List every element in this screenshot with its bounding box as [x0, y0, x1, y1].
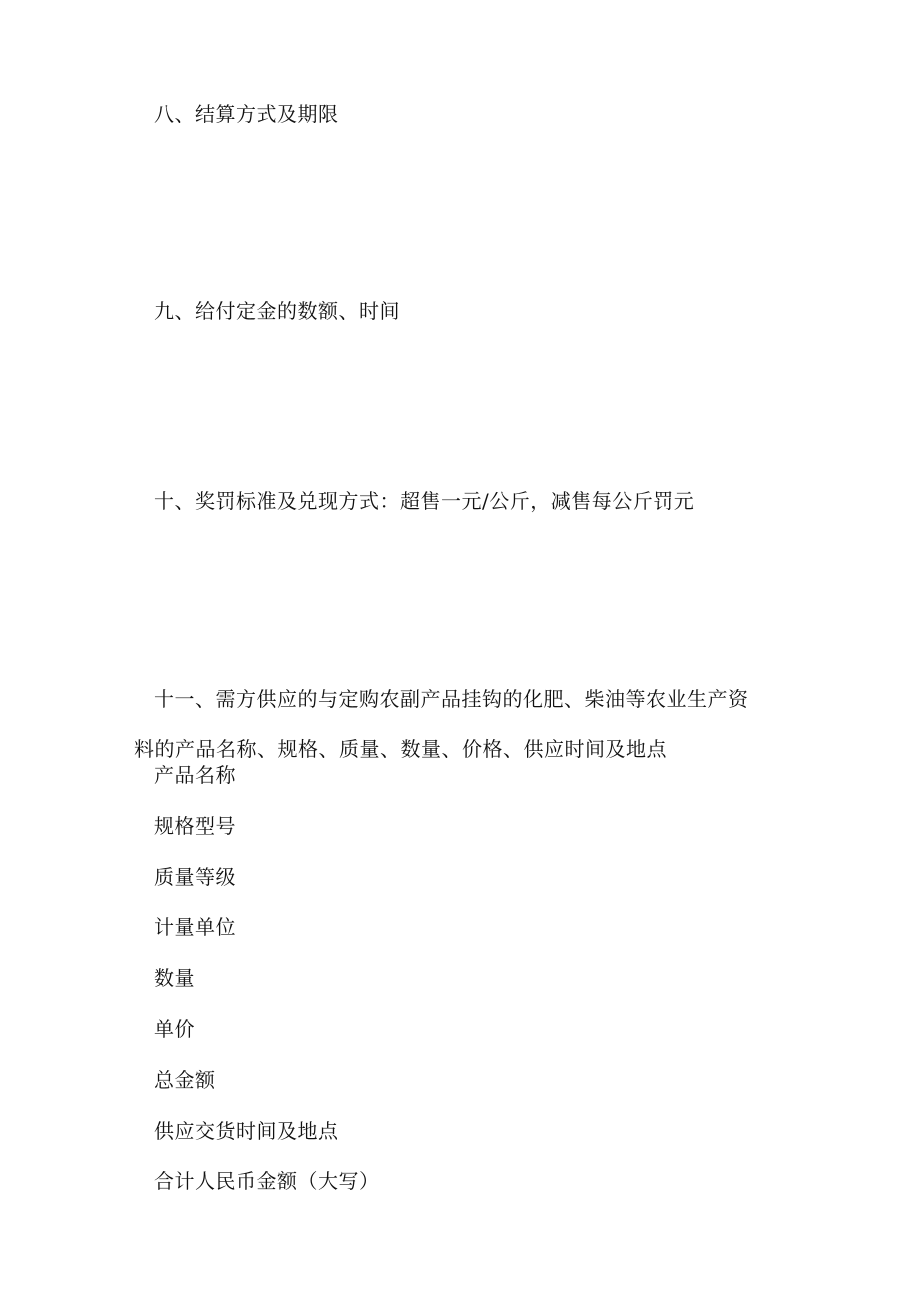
- label-unit: 计量单位: [154, 915, 236, 939]
- label-delivery-time-place: 供应交货时间及地点: [154, 1119, 339, 1143]
- label-unit-price: 单价: [154, 1017, 195, 1041]
- section-8-heading: 八、结算方式及期限: [154, 102, 339, 126]
- label-product-name: 产品名称: [154, 763, 236, 787]
- label-spec-model: 规格型号: [154, 814, 236, 838]
- label-total-rmb-uppercase: 合计人民币金额（大写）: [154, 1169, 380, 1193]
- label-quality-grade: 质量等级: [154, 865, 236, 889]
- section-11-heading-line2: 料的产品名称、规格、质量、数量、价格、供应时间及地点: [134, 737, 667, 761]
- label-total-amount: 总金额: [154, 1068, 216, 1092]
- section-11-heading-line1: 十一、需方供应的与定购农副产品挂钩的化肥、柴油等农业生产资: [154, 687, 749, 711]
- section-9-heading: 九、给付定金的数额、时间: [154, 299, 400, 323]
- section-10-heading: 十、奖罚标准及兑现方式：超售一元/公斤，减售每公斤罚元: [154, 489, 695, 513]
- label-quantity: 数量: [154, 966, 195, 990]
